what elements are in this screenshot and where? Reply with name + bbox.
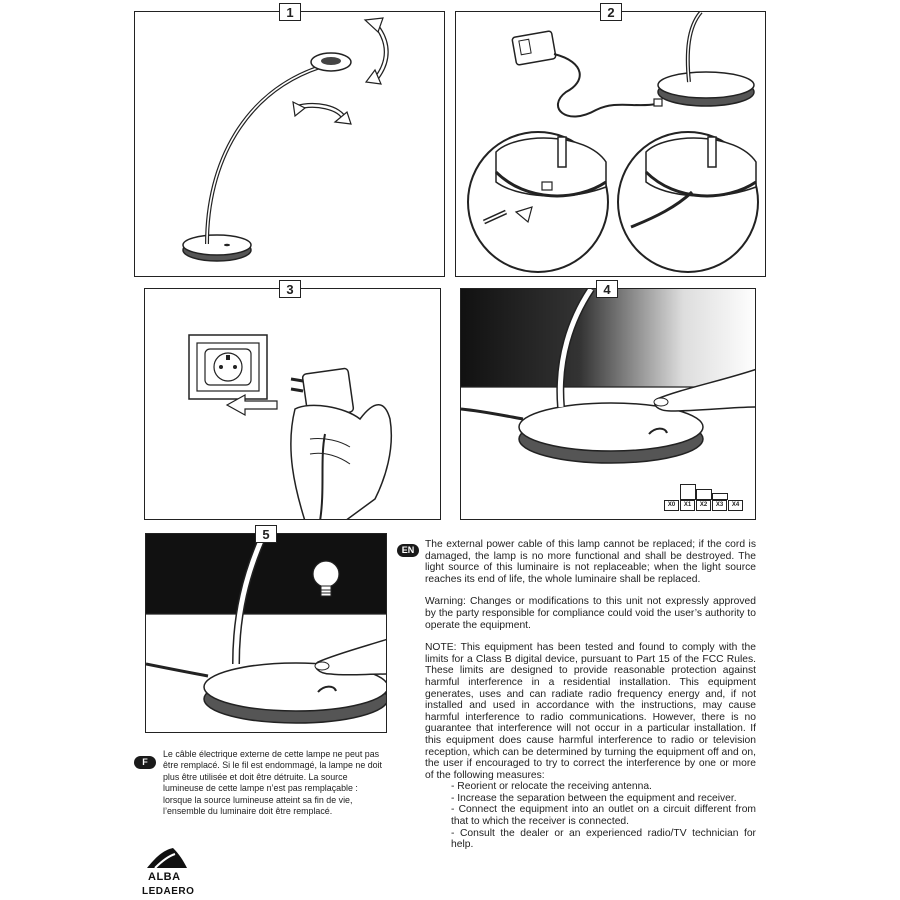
figure-panel-5 bbox=[145, 533, 387, 733]
en-instructions bbox=[425, 539, 756, 851]
level-x0: X0 bbox=[664, 500, 679, 511]
plug-in-adapter-illustration bbox=[145, 289, 441, 520]
figure-panel-1 bbox=[134, 11, 445, 277]
lamp-adjust-illustration bbox=[135, 12, 445, 277]
touch-switch-illustration bbox=[146, 534, 387, 733]
brand-name: ALBA bbox=[148, 871, 181, 883]
level-x4: X4 bbox=[728, 500, 743, 511]
panel-number-4: 4 bbox=[596, 280, 618, 298]
touch-dimmer-illustration bbox=[461, 289, 756, 520]
panel-number-1: 1 bbox=[279, 3, 301, 21]
power-connection-illustration bbox=[456, 12, 766, 277]
level-x2: X2 bbox=[696, 500, 711, 511]
list-item: - Consult the dealer or an experienced radio/TV technician for help. bbox=[451, 827, 756, 851]
en-paragraph-warning: Warning: Changes or modifications to this unit not expressly approved by the party responsible for compliance could void the user’s authority to operate the equipment. bbox=[425, 596, 756, 631]
figure-panel-4 bbox=[460, 288, 756, 520]
fcc-measures-list bbox=[425, 781, 756, 851]
brand-model: LEDAERO bbox=[142, 886, 195, 897]
list-item: - Reorient or relocate the receiving antenna. bbox=[451, 781, 652, 793]
en-paragraph-cord: The external power cable of this lamp cannot be replaced; if the cord is damaged, the lamp is no more functional and shall be destroyed. The light source of this luminaire is not replaceable; when the light source reaches its end of life, the whole luminaire shall be replaced. bbox=[425, 539, 756, 585]
language-badge-en: EN bbox=[397, 544, 419, 557]
list-item: - Connect the equipment into an outlet on a circuit different from that to which the receiver is connected. bbox=[451, 804, 756, 828]
level-x3: X3 bbox=[712, 500, 727, 511]
list-item: - Increase the separation between the equipment and receiver. bbox=[451, 792, 737, 804]
figure-panel-2 bbox=[455, 11, 766, 277]
panel-number-3: 3 bbox=[279, 280, 301, 298]
language-badge-fr: F bbox=[134, 756, 156, 769]
fr-instructions: Le câble électrique externe de cette lampe ne peut pas être remplacé. Si le fil est endommagé, la lampe ne doit plus être utilisée et doit être détruite. La source lumineuse de cette lampe n’est pas remplaçable : lorsque la source lumineuse atteint sa fin de vie, l’ensemble du luminaire doit être remplacé. bbox=[163, 749, 383, 817]
figure-panel-3 bbox=[144, 288, 441, 520]
mountain-logo-icon bbox=[145, 846, 189, 870]
level-x1: X1 bbox=[680, 500, 695, 511]
en-paragraph-fcc-note: NOTE: This equipment has been tested and found to comply with the limits for a Class B digital device, pursuant to Part 15 of the FCC Rules. These limits are designed to provide reasonable protection against harmful interference in a residential installation. This equipment generates, uses and can radiate radio frequency energy and, if not installed and used in accordance with the instructions, may cause harmful interference to radio communications. However, there is no guarantee that interference will not occur in a particular installation. If this equipment does cause harmful interference to radio or television reception, which can be determined by turning the equipment off and on, the user if encouraged to try to correct the interference by one or more of the following measures: bbox=[425, 642, 756, 781]
panel-number-5: 5 bbox=[255, 525, 277, 543]
panel-number-2: 2 bbox=[600, 3, 622, 21]
